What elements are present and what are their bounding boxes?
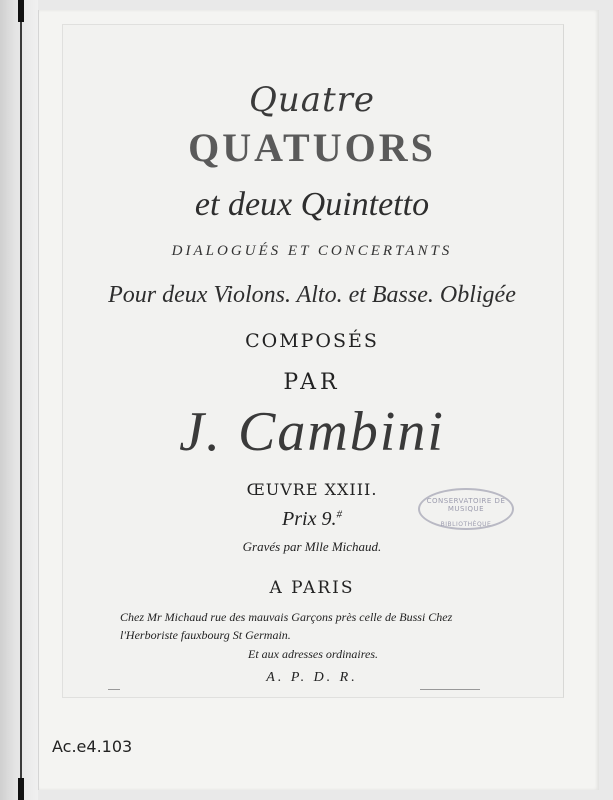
composer-name: J. Cambini [179,401,445,463]
plate-mark-right [420,689,480,690]
stamp-line-1: CONSERVATOIRE DE MUSIQUE [426,497,506,513]
binding-tab-bottom [18,778,24,800]
subtitle-dialogues: DIALOGUÉS ET CONCERTANTS [171,243,453,259]
price-text: Prix 9. [282,508,337,530]
engraver-credit: Gravés par Mlle Michaud. [242,539,382,554]
binding-line [20,0,22,800]
title-quatre: Quatre [248,80,376,120]
publisher-city: A PARIS [269,578,355,598]
composes-label: COMPOSÉS [245,330,379,352]
title-quatuors: QUATUORS [188,125,436,170]
binding-tab-top [18,0,24,22]
price-mark: # [336,508,342,521]
library-stamp [418,488,514,530]
par-label: PAR [283,370,341,395]
stamp-line-2: BIBLIOTHÈQUE [440,521,492,528]
address-line-1: Chez Mr Michaud rue des mauvais Garçons près celle de Bussi Chez [120,610,453,624]
title-quintetto: et deux Quintetto [194,186,430,223]
instrumentation: Pour deux Violons. Alto. et Basse. Obligée [108,282,516,308]
binding-edge [0,0,38,800]
privilege-mark: A. P. D. R. [266,670,358,685]
opus-number: ŒUVRE XXIII. [246,480,378,499]
address-line-3: Et aux adresses ordinaires. [248,647,378,661]
address-line-2: l'Herboriste fauxbourg St Germain. [120,628,291,642]
plate-mark-left [108,689,120,690]
shelfmark: Ac.e4.103 [52,737,133,756]
